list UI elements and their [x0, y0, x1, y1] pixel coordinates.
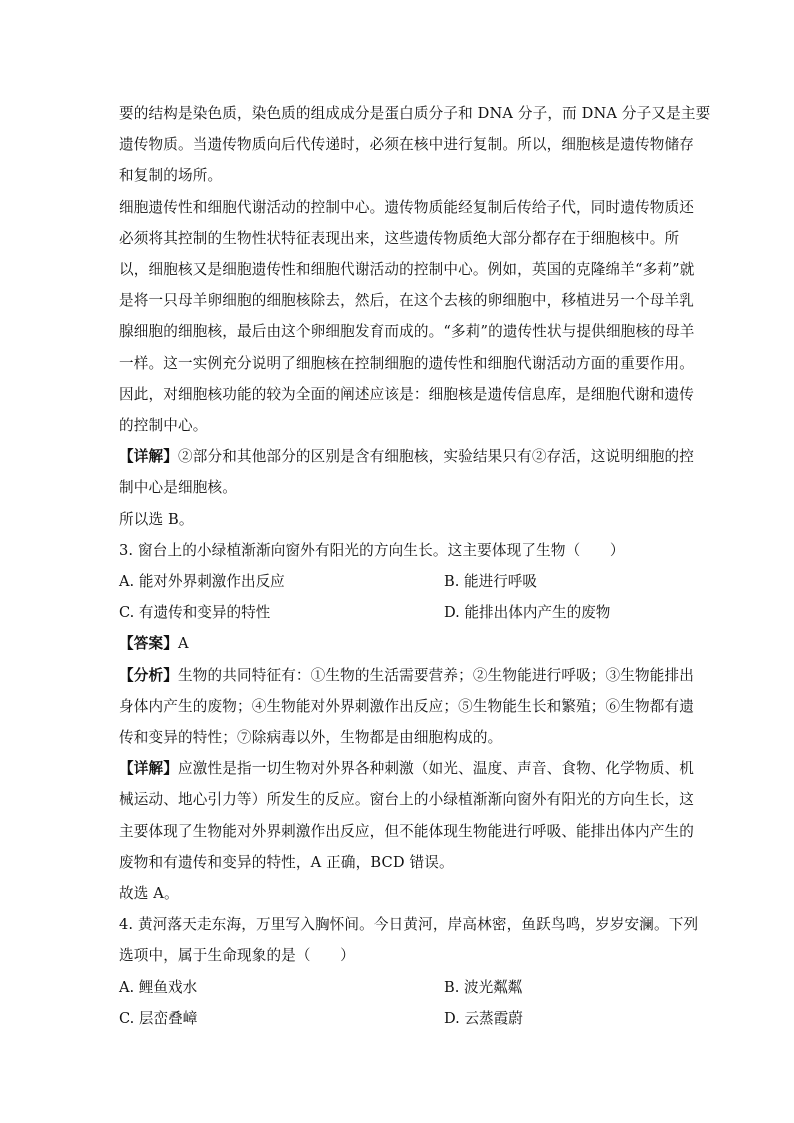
intro-paragraph	[119, 98, 711, 441]
q3-analysis	[119, 660, 695, 754]
q4-question	[119, 909, 699, 971]
text-line: 细胞遗传性和细胞代谢活动的控制中心。遗传物质能经复制后传给子代，同时遗传物质还	[119, 198, 695, 216]
analysis-tag: 【分析】	[119, 666, 178, 684]
text-line: 【详解】②部分和其他部分的区别是含有细胞核，实验结果只有②存活，这说明细胞的控	[119, 448, 695, 466]
document-page	[119, 98, 711, 1034]
q4-options-row-1	[119, 972, 679, 1003]
text-line: 废物和有遗传和变异的特性，A 正确，BCD 错误。	[119, 853, 454, 871]
q2-detail	[119, 441, 695, 535]
text-line: 要的结构是染色质，染色质的组成成分是蛋白质分子和 DNA 分子，而 DNA 分子又是主要	[119, 105, 711, 122]
option-b: B. 波光粼粼	[444, 978, 523, 996]
option-c: C. 层峦叠嶂	[119, 1009, 198, 1027]
q3-options-row-2	[119, 597, 679, 628]
text-line: 制中心是细胞核。	[119, 479, 237, 497]
q3-answer	[119, 628, 679, 659]
text-line: 械运动、地心引力等）所发生的反应。窗台上的小绿植渐渐向窗外有阳光的方向生长，这	[119, 791, 695, 809]
text-line: 腺细胞的细胞核，最后由这个卵细胞发育而成的。“多莉”的遗传性状与提供细胞核的母羊	[119, 323, 695, 341]
option-d: D. 云蒸霞蔚	[444, 1009, 523, 1027]
q3-detail	[119, 753, 695, 909]
option-b: B. 能进行呼吸	[444, 573, 537, 591]
question-text: 3. 窗台上的小绿植渐渐向窗外有阳光的方向生长。这主要体现了生物（ ）	[119, 541, 625, 559]
text-line: 传和变异的特性；⑦除病毒以外，生物都是由细胞构成的。	[119, 729, 503, 747]
text-line: 主要体现了生物能对外界刺激作出反应，但不能体现生物能进行呼吸、能排出体内产生的	[119, 822, 695, 840]
question-text: 选项中，属于生命现象的是（ ）	[119, 947, 355, 965]
text-line: 是将一只母羊卵细胞的细胞核除去，然后，在这个去核的卵细胞中，移植进另一个母羊乳	[119, 292, 695, 310]
option-c: C. 有遗传和变异的特性	[119, 604, 271, 622]
q4-options-row-2	[119, 1003, 679, 1034]
option-a: A. 鲤鱼戏水	[119, 978, 198, 996]
question-text: 4. 黄河落天走东海，万里写入胸怀间。今日黄河，岸高林密，鱼跃鸟鸣，岁岁安澜。下列	[119, 916, 699, 934]
detail-tag: 【详解】	[119, 448, 178, 466]
q3-options-row-1	[119, 566, 679, 597]
text-line: 身体内产生的废物；④生物能对外界刺激作出反应；⑤生物能生长和繁殖；⑥生物都有遗	[119, 697, 695, 715]
text-line: 和复制的场所。	[119, 167, 223, 185]
option-d: D. 能排出体内产生的废物	[444, 604, 611, 622]
text-line: 以，细胞核又是细胞遗传性和细胞代谢活动的控制中心。例如，英国的克隆绵羊“多莉”就	[119, 261, 695, 279]
answer-value: A	[177, 635, 189, 653]
text-line: 一样。这一实例充分说明了细胞核在控制细胞的遗传性和细胞代谢活动方面的重要作用。	[119, 354, 695, 372]
q2-conclusion: 所以选 B。	[119, 510, 194, 528]
text-line: 【分析】生物的共同特征有：①生物的生活需要营养；②生物能进行呼吸；③生物能排出	[119, 666, 695, 684]
text-line: 因此，对细胞核功能的较为全面的阐述应该是：细胞核是遗传信息库，是细胞代谢和遗传	[119, 385, 695, 403]
answer-tag: 【答案】	[119, 635, 178, 653]
text-line: 的控制中心。	[119, 417, 208, 435]
text-line: 必须将其控制的生物性状特征表现出来，这些遗传物质绝大部分都存在于细胞核中。所	[119, 229, 680, 247]
q3-conclusion: 故选 A。	[119, 885, 179, 903]
option-a: A. 能对外界刺激作出反应	[119, 573, 285, 591]
text-line: 【详解】应激性是指一切生物对外界各种刺激（如光、温度、声音、食物、化学物质、机	[119, 760, 695, 778]
text-line: 遗传物质。当遗传物质向后代传递时，必须在核中进行复制。所以，细胞核是遗传物储存	[119, 136, 695, 154]
q3-question	[119, 535, 679, 566]
detail-tag: 【详解】	[119, 760, 178, 778]
